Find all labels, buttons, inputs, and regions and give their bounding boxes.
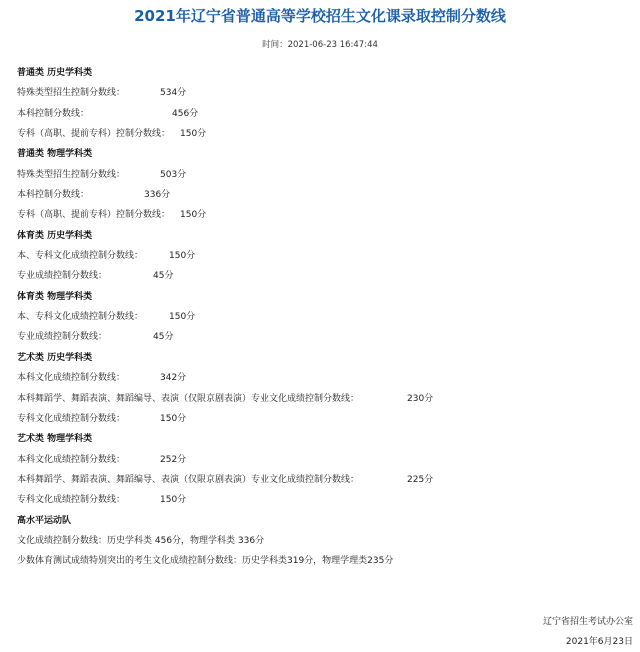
score-row-label: 本科舞蹈学、舞蹈表演、舞蹈编导、表演（仅限京剧表演）专业文化成绩控制分数线： — [17, 393, 360, 404]
score-row-value: 150分 — [160, 413, 187, 424]
section-heading: 高水平运动队 — [17, 515, 72, 526]
score-row-value: 150分 — [160, 495, 187, 506]
score-row-value: 336分 — [144, 190, 171, 201]
section-heading: 艺术类 物理学科类 — [17, 434, 93, 445]
section-heading: 体育类 物理学科类 — [17, 291, 93, 302]
score-row — [17, 368, 627, 388]
section-heading: 普通类 物理学科类 — [17, 149, 93, 160]
score-row — [17, 307, 627, 327]
score-row-value: 45分 — [153, 332, 174, 343]
score-row-value: 150分 — [180, 129, 207, 140]
score-row — [17, 450, 627, 470]
score-row-label: 专业成绩控制分数线： — [17, 271, 108, 282]
score-row-label: 本、专科文化成绩控制分数线： — [17, 251, 144, 262]
score-row-value: 230分 — [407, 393, 434, 404]
score-row-label: 专科文化成绩控制分数线： — [17, 413, 126, 424]
score-row-label: 特殊类型招生控制分数线： — [17, 88, 126, 99]
score-row-label: 少数体育测试成绩特别突出的考生文化成绩控制分数线：历史学科类319分，物理学理类235分 — [17, 556, 394, 567]
score-row-value: 534分 — [160, 88, 187, 99]
score-row — [17, 246, 627, 266]
publish-time-label: 时间： — [262, 40, 288, 50]
score-row-label: 本科控制分数线： — [17, 190, 90, 201]
publish-time-value: 2021-06-23 16:47:44 — [287, 40, 378, 50]
score-row-label: 本科文化成绩控制分数线： — [17, 373, 126, 384]
issue-date: 2021年6月23日 — [565, 637, 633, 647]
score-row-label: 专科（高职、提前专科）控制分数线： — [17, 129, 171, 140]
score-row-value: 45分 — [153, 271, 174, 282]
score-row-value: 150分 — [180, 210, 207, 221]
score-row — [17, 327, 627, 347]
publish-time — [0, 38, 640, 50]
section-heading: 体育类 历史学科类 — [17, 230, 93, 241]
score-row-label: 特殊类型招生控制分数线： — [17, 169, 126, 180]
score-row-label: 本科文化成绩控制分数线： — [17, 454, 126, 465]
score-row-label: 本科舞蹈学、舞蹈表演、舞蹈编导、表演（仅限京剧表演）专业文化成绩控制分数线： — [17, 474, 360, 485]
score-row-value: 503分 — [160, 169, 187, 180]
section-heading: 艺术类 历史学科类 — [17, 352, 93, 363]
section-heading: 普通类 历史学科类 — [17, 68, 93, 78]
score-row-value: 150分 — [169, 251, 196, 262]
score-row — [17, 165, 627, 185]
score-row — [17, 470, 627, 490]
score-row-label: 专科文化成绩控制分数线： — [17, 495, 126, 506]
score-row — [17, 389, 627, 409]
score-row — [17, 185, 627, 205]
score-row — [17, 490, 627, 510]
score-row — [17, 531, 627, 551]
score-row-value: 456分 — [172, 108, 199, 119]
score-row — [17, 205, 627, 225]
score-row — [17, 83, 627, 103]
score-row-label: 本科控制分数线： — [17, 108, 90, 119]
score-row-value: 225分 — [407, 474, 434, 485]
page-title: 2021年辽宁省普通高等学校招生文化课录取控制分数线 — [134, 7, 506, 25]
score-row — [17, 409, 627, 429]
score-row-value: 342分 — [160, 373, 187, 384]
score-row — [17, 551, 627, 571]
score-row — [17, 266, 627, 286]
score-row — [17, 104, 627, 124]
score-lines-content — [17, 63, 627, 572]
score-row-label: 专业成绩控制分数线： — [17, 332, 108, 343]
score-row-value: 252分 — [160, 454, 187, 465]
score-row-label: 本、专科文化成绩控制分数线： — [17, 312, 144, 323]
issuer-office: 辽宁省招生考试办公室 — [542, 617, 633, 627]
score-row — [17, 124, 627, 144]
score-row-label: 文化成绩控制分数线：历史学科类 456分，物理学科类 336分 — [17, 535, 265, 546]
score-row-value: 150分 — [169, 312, 196, 323]
score-row-label: 专科（高职、提前专科）控制分数线： — [17, 210, 171, 221]
